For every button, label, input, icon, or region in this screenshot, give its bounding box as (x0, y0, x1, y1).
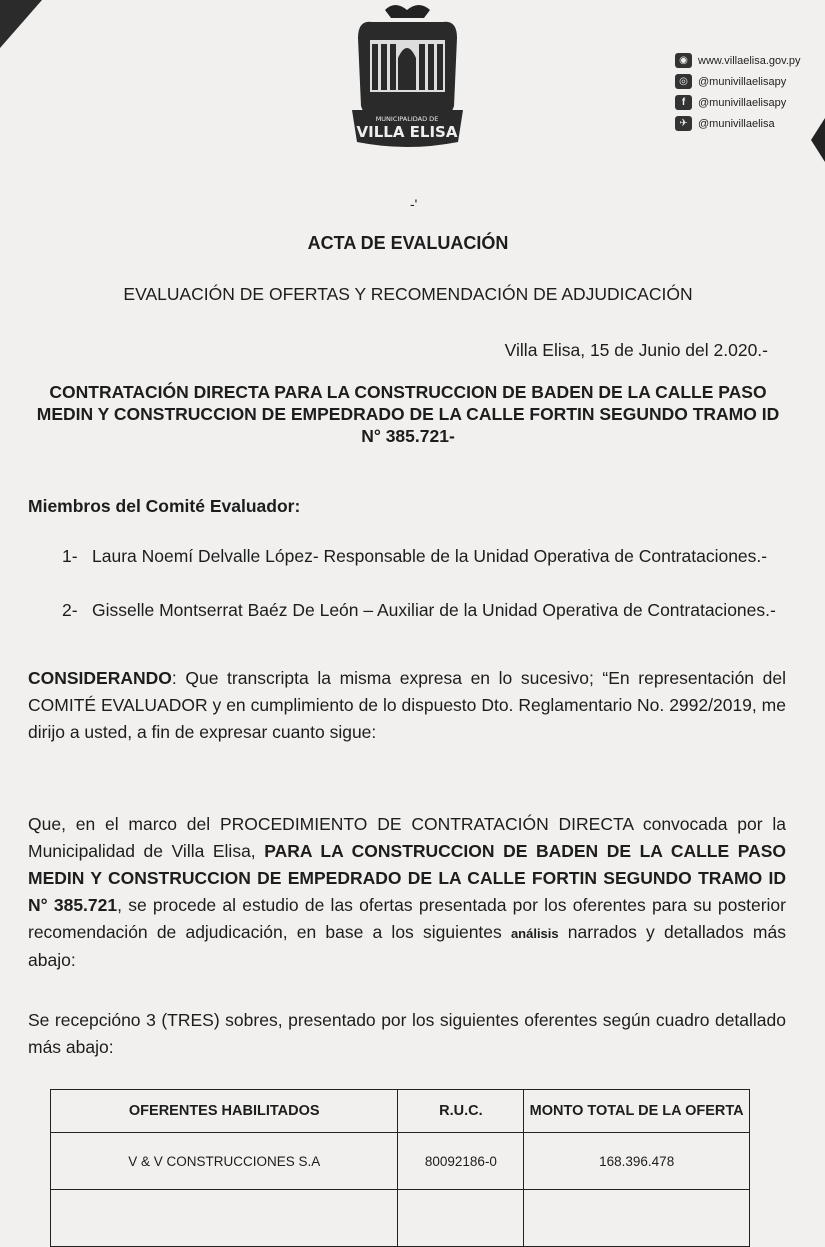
procedure-text-e: narrados y detallados más abajo: (28, 922, 786, 970)
cell-ruc: 80092186-0 (398, 1133, 524, 1190)
stray-mark: -' (410, 196, 418, 212)
procedure-text-analisis: análisis (510, 926, 559, 941)
document-title: ACTA DE EVALUACIÓN (307, 233, 509, 253)
procedure-paragraph (28, 811, 786, 974)
member-text: Gisselle Montserrat Baéz De León – Auxiliar de la Unidad Operativa de Contrataciones.- (92, 600, 776, 620)
document-subtitle: EVALUACIÓN DE OFERTAS Y RECOMENDACIÓN DE ADJUDICACIÓN (123, 284, 693, 304)
member-item (62, 599, 786, 622)
social-facebook (675, 92, 801, 113)
member-item (62, 545, 786, 568)
cell-empty (398, 1190, 524, 1247)
table-row (51, 1133, 750, 1190)
contract-heading-line: MEDIN Y CONSTRUCCION DE EMPEDRADO DE LA CALLE FORTIN SEGUNDO TRAMO ID (36, 404, 780, 424)
web-icon: ◉ (675, 53, 692, 68)
procedure-text-a: Que, en el marco del PROCEDIMIENTO DE CONTRATACIÓN DIRECTA convocada por la Municipalidad de Villa Elisa, (28, 814, 786, 861)
facebook-icon: f (675, 95, 692, 110)
contract-heading-line: CONTRATACIÓN DIRECTA PARA LA CONSTRUCCION DE BADEN DE LA CALLE PASO (49, 382, 767, 402)
scan-edge-mark (811, 118, 825, 162)
contract-heading-line: N° 385.721- (361, 426, 455, 446)
member-number: 1- (62, 546, 78, 566)
social-facebook-text: @munivillaelisapy (698, 96, 787, 109)
municipality-logo (350, 2, 465, 152)
considerando-label: CONSIDERANDO (28, 668, 172, 688)
reception-paragraph: Se recepcióno 3 (TRES) sobres, presentado por los siguientes oferentes según cuadro detallado más abajo: (28, 1010, 786, 1057)
members-title: Miembros del Comité Evaluador: (28, 496, 301, 516)
social-twitter-text: @munivillaelisa (698, 117, 775, 130)
considerando-paragraph (28, 665, 786, 746)
social-instagram (675, 71, 801, 92)
considerando-text: : Que transcripta la misma expresa en lo sucesivo; “En representación del COMITÉ EVALUADOR y en cumplimiento de lo dispuesto Dto. Reglamentario No. 2992/2019, me dirijo a usted, a fin de expresar cuanto sigue: (28, 668, 786, 742)
logo-text-large: VILLA ELISA (356, 123, 458, 141)
social-links (675, 50, 801, 134)
offers-table (50, 1089, 750, 1247)
scan-corner-mark (0, 0, 42, 48)
social-web-text: www.villaelisa.gov.py (698, 54, 801, 67)
header-ruc: R.U.C. (398, 1090, 524, 1133)
table-row-partial (51, 1190, 750, 1247)
procedure-text-c: , se procede al estudio de las ofertas presentada por los oferentes para su posterior recomendación de adjudicación, en base a los siguientes (28, 895, 786, 942)
social-twitter (675, 113, 801, 134)
procedure-text-bold: PARA LA CONSTRUCCION DE BADEN DE LA CALLE PASO MEDIN Y CONSTRUCCION DE EMPEDRADO DE LA CALLE FORTIN SEGUNDO TRAMO ID N° 385.721 (28, 841, 786, 915)
place-date: Villa Elisa, 15 de Junio del 2.020.- (504, 340, 768, 360)
cell-monto: 168.396.478 (524, 1133, 750, 1190)
social-web (675, 50, 801, 71)
member-text: Laura Noemí Delvalle López- Responsable de la Unidad Operativa de Contrataciones.- (92, 546, 768, 566)
cell-oferente: V & V CONSTRUCCIONES S.A (51, 1133, 398, 1190)
twitter-icon: ✈ (675, 116, 692, 131)
member-number: 2- (62, 600, 78, 620)
instagram-icon: ◎ (675, 74, 692, 89)
contract-heading (28, 381, 788, 447)
logo-text-small: MUNICIPALIDAD DE (375, 115, 439, 123)
header-oferentes: OFERENTES HABILITADOS (51, 1090, 398, 1133)
social-instagram-text: @munivillaelisapy (698, 75, 787, 88)
table-header-row (51, 1090, 750, 1133)
cell-empty (524, 1190, 750, 1247)
cell-empty (51, 1190, 398, 1247)
header-monto: MONTO TOTAL DE LA OFERTA (524, 1090, 750, 1133)
